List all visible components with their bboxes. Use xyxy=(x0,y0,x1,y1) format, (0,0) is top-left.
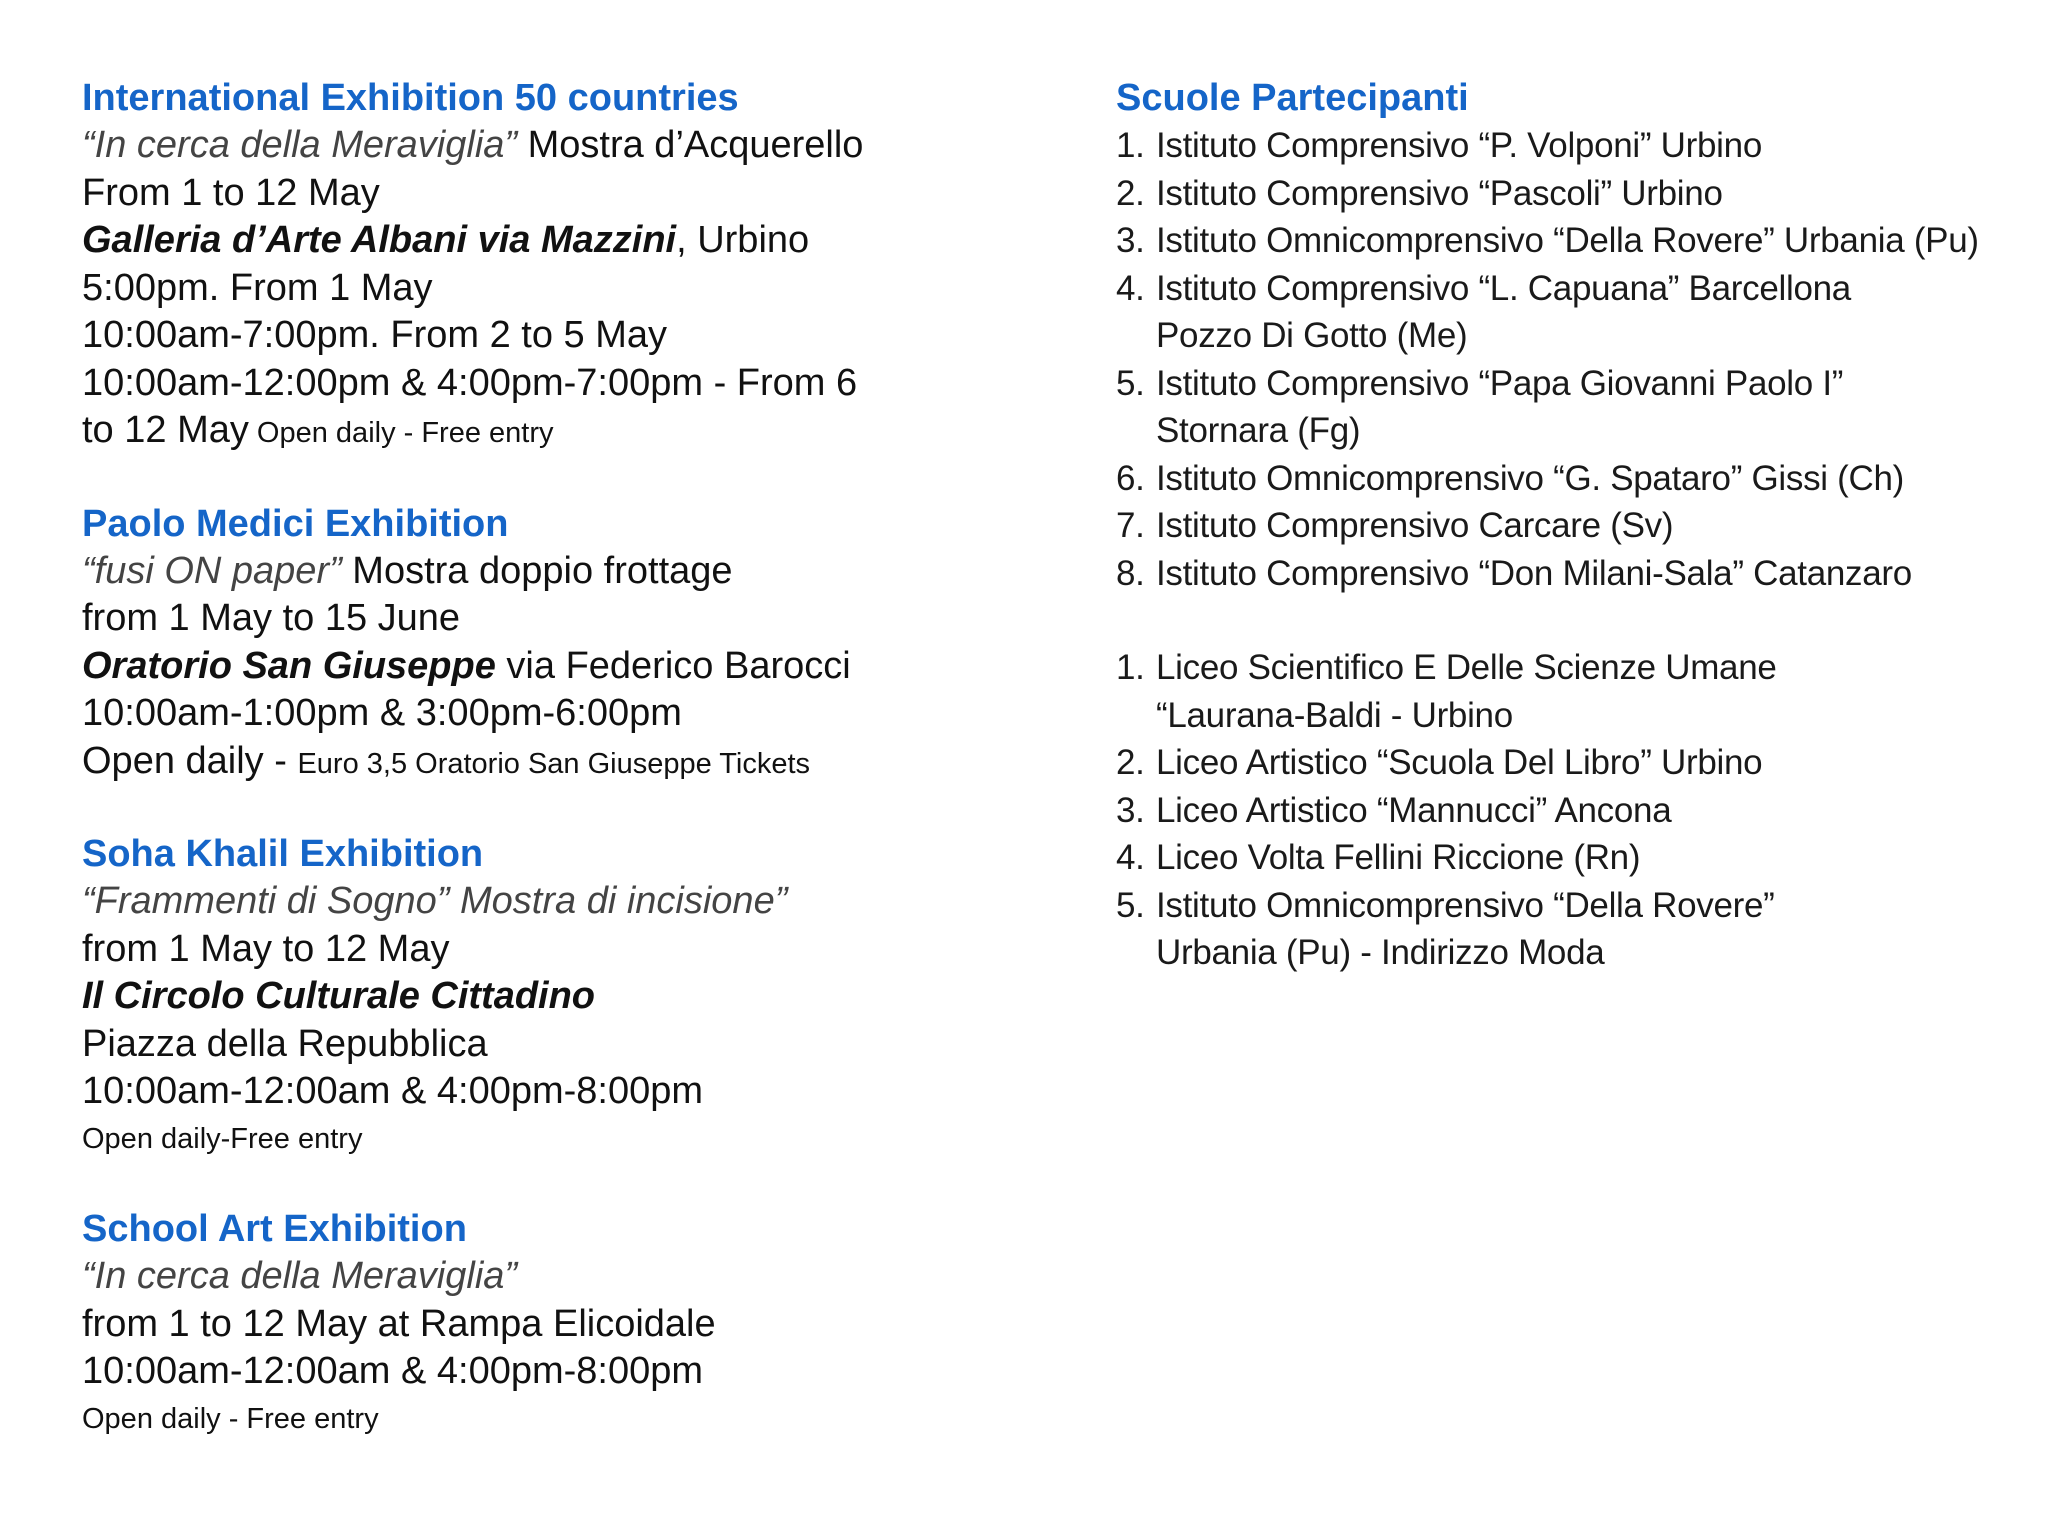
subtitle-italic: “Frammenti di Sogno” Mostra di incisione” xyxy=(82,880,788,922)
item-text: Istituto Comprensivo Carcare (Sv) xyxy=(1156,506,1674,545)
list-spacer xyxy=(1116,597,2016,644)
item-number: 8. xyxy=(1116,553,1145,593)
item-number: 2. xyxy=(1116,173,1145,213)
venue xyxy=(82,217,982,265)
subtitle xyxy=(82,548,982,596)
khalil-exhibition-section xyxy=(82,830,982,1163)
entry-note: Open daily - Free entry xyxy=(82,1402,379,1435)
venue xyxy=(82,973,982,1021)
entry-note: Open daily-Free entry xyxy=(82,1122,363,1155)
hours: 10:00am-12:00am & 4:00pm-8:00pm xyxy=(82,1350,704,1392)
hours-line-2: 10:00am-7:00pm. From 2 to 5 May xyxy=(82,314,668,356)
list-item xyxy=(1116,787,2016,835)
list-item xyxy=(1116,360,2016,455)
item-number: 6. xyxy=(1116,458,1145,498)
dates: from 1 May to 12 May xyxy=(82,927,450,970)
list-item xyxy=(1116,455,2016,503)
item-text: Liceo Artistico “Mannucci” Ancona xyxy=(1156,790,1672,830)
hours: 10:00am-12:00am & 4:00pm-8:00pm xyxy=(82,1070,704,1112)
medici-exhibition-section xyxy=(82,500,982,789)
hours-line-3: 10:00am-12:00pm & 4:00pm-7:00pm - From 6 xyxy=(82,361,858,404)
item-number: 3. xyxy=(1116,221,1145,260)
venue-street: via Federico Barocci xyxy=(495,644,851,687)
item-text: Istituto Comprensivo “Papa Giovanni Paolo I” Stornara (Fg) xyxy=(1156,363,1844,450)
item-text: Liceo Artistico “Scuola Del Libro” Urbino xyxy=(1156,743,1763,782)
open-daily: Open daily - xyxy=(82,739,298,782)
list-item xyxy=(1116,217,2016,265)
subtitle-italic: “In cerca della Meraviglia” xyxy=(82,124,518,166)
international-exhibition-section xyxy=(82,74,982,458)
item-text: Istituto Comprensivo “L. Capuana” Barcellona Pozzo Di Gotto (Me) xyxy=(1156,268,1851,355)
dates: from 1 May to 15 June xyxy=(82,597,461,639)
section-title: Paolo Medici Exhibition xyxy=(82,502,509,545)
venue-square: Piazza della Repubblica xyxy=(82,1022,488,1065)
venue-name: Oratorio San Giuseppe xyxy=(82,644,496,687)
subtitle xyxy=(82,122,982,170)
item-number: 2. xyxy=(1116,743,1145,782)
item-text: Liceo Scientifico E Delle Scienze Umane “Laurana-Baldi - Urbino xyxy=(1156,648,1777,735)
item-text: Istituto Comprensivo “P. Volponi” Urbino xyxy=(1156,126,1762,165)
subtitle-rest: Mostra doppio frottage xyxy=(341,549,733,592)
hours-line-1: 5:00pm. From 1 May xyxy=(82,266,433,309)
list-item xyxy=(1116,122,2016,170)
venue-name: Il Circolo Culturale Cittadino xyxy=(82,975,596,1017)
schools-list-2 xyxy=(1116,644,2016,977)
subtitle-italic: “fusi ON paper” xyxy=(82,549,342,592)
section-title: International Exhibition 50 countries xyxy=(82,77,739,119)
hours: 10:00am-1:00pm & 3:00pm-6:00pm xyxy=(82,692,682,734)
venue-city: , Urbino xyxy=(676,219,810,261)
section-title: School Art Exhibition xyxy=(82,1208,467,1250)
subtitle-italic: “In cerca della Meraviglia” xyxy=(82,1255,518,1297)
item-number: 5. xyxy=(1116,885,1145,925)
subtitle-rest: Mostra d’Acquerello xyxy=(517,124,864,166)
school-art-exhibition-section xyxy=(82,1205,982,1443)
section-title: Soha Khalil Exhibition xyxy=(82,833,484,875)
item-number: 1. xyxy=(1116,648,1145,687)
open-tickets xyxy=(82,738,982,789)
list-item xyxy=(1116,644,2016,739)
item-text: Istituto Omnicomprensivo “G. Spataro” Gissi (Ch) xyxy=(1156,458,1905,498)
left-column xyxy=(82,74,982,1485)
entry-note: Open daily - Free entry xyxy=(248,417,554,449)
dates: From 1 to 12 May xyxy=(82,171,380,214)
schools-title: Scuole Partecipanti xyxy=(1116,77,1469,119)
subtitle xyxy=(82,878,982,926)
item-number: 3. xyxy=(1116,790,1145,830)
item-number: 4. xyxy=(1116,838,1145,877)
item-text: Istituto Omnicomprensivo “Della Rovere” Urbania (Pu) - Indirizzo Moda xyxy=(1156,885,1775,972)
list-item xyxy=(1116,882,2016,977)
venue xyxy=(82,643,982,691)
right-column xyxy=(1116,74,2016,977)
ticket-note: Euro 3,5 Oratorio San Giuseppe Tickets xyxy=(297,747,811,780)
item-number: 4. xyxy=(1116,268,1145,308)
list-item xyxy=(1116,170,2016,218)
dates: from 1 to 12 May at Rampa Elicoidale xyxy=(82,1302,716,1345)
hours-line-4 xyxy=(82,407,982,458)
item-text: Istituto Omnicomprensivo “Della Rovere” Urbania (Pu) xyxy=(1156,221,1979,260)
list-item xyxy=(1116,834,2016,882)
schools-list-1 xyxy=(1116,122,2016,597)
venue-name: Galleria d’Arte Albani via Mazzini xyxy=(82,219,677,261)
item-text: Istituto Comprensivo “Pascoli” Urbino xyxy=(1156,173,1723,213)
list-item xyxy=(1116,739,2016,787)
hours-end: to 12 May xyxy=(82,409,249,451)
item-number: 1. xyxy=(1116,126,1145,165)
item-number: 7. xyxy=(1116,506,1145,545)
item-text: Liceo Volta Fellini Riccione (Rn) xyxy=(1156,838,1641,877)
list-item xyxy=(1116,502,2016,550)
list-item xyxy=(1116,550,2016,598)
item-text: Istituto Comprensivo “Don Milani-Sala” Catanzaro xyxy=(1156,553,1912,593)
item-number: 5. xyxy=(1116,363,1145,403)
list-item xyxy=(1116,265,2016,360)
subtitle xyxy=(82,1253,982,1301)
